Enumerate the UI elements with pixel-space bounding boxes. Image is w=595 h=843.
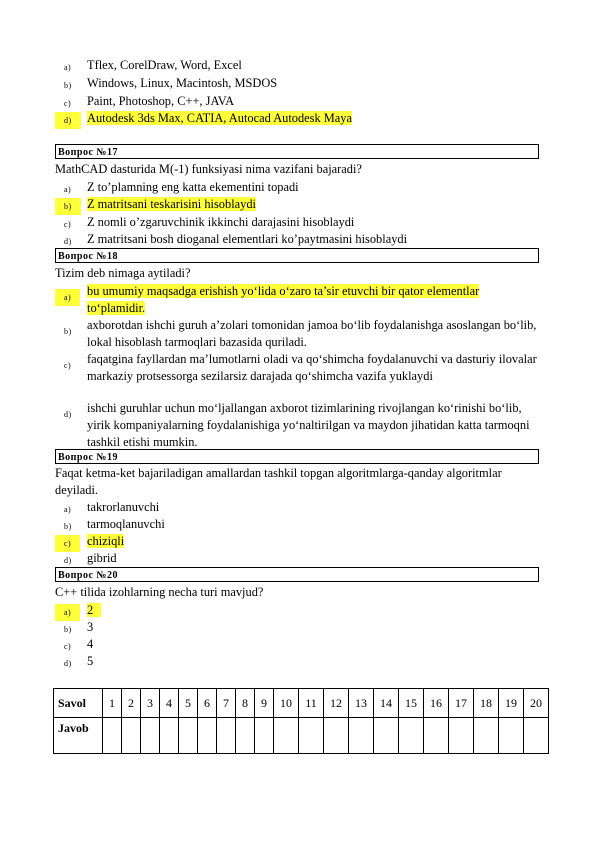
option	[55, 516, 540, 533]
question-number-cell: 15	[399, 689, 424, 718]
option-text: Windows, Linux, Macintosh, MSDOS	[87, 76, 278, 90]
option	[55, 231, 540, 248]
question-number-cell: 18	[474, 689, 499, 718]
option-letter: b)	[55, 198, 81, 215]
option-letter: a)	[64, 185, 72, 194]
question-text: MathCAD dasturida M(-1) funksiyasi nima vazifani bajaradi?	[55, 162, 362, 176]
option-highlighted	[55, 110, 540, 127]
option-text: takrorlanuvchi	[87, 500, 160, 514]
question-header: Вопрос №18	[55, 248, 539, 263]
answer-cell[interactable]	[424, 718, 449, 754]
option	[55, 550, 540, 567]
option-text: Paint, Photoshop, C++, JAVA	[87, 94, 235, 108]
option-text: chiziqli	[87, 534, 125, 548]
question-number-cell: 9	[255, 689, 274, 718]
answer-cell[interactable]	[349, 718, 374, 754]
question-number-cell: 14	[374, 689, 399, 718]
option-highlighted	[55, 283, 540, 317]
option-text: axborotdan ishchi guruh a’zolari tomonidan jamoa bo‘lib foydalanishga asoslangan bo‘lib, lokal hisoblash tarmoqlari bazasida quriladi.	[87, 318, 537, 349]
question-number-cell: 10	[274, 689, 299, 718]
question-header: Вопрос №19	[55, 449, 539, 464]
option-letter: d)	[64, 237, 72, 246]
option-letter: d)	[64, 410, 72, 419]
answer-cell[interactable]	[524, 718, 549, 754]
answer-cell[interactable]	[399, 718, 424, 754]
answer-cell[interactable]	[198, 718, 217, 754]
option-text: 2	[87, 603, 101, 617]
option	[55, 93, 540, 110]
option-text: 3	[87, 620, 94, 634]
option-text: bu umumiy maqsadga erishish yo‘lida o‘zaro ta’sir etuvchi bir qator elementlar to‘plamidir.	[87, 284, 480, 315]
question-text: C++ tilida izohlarning necha turi mavjud?	[55, 585, 264, 599]
option	[55, 75, 540, 92]
answer-row	[54, 718, 549, 754]
option-letter: c)	[55, 535, 80, 552]
answer-cell[interactable]	[179, 718, 198, 754]
option-letter: c)	[64, 642, 72, 651]
question-text: Tizim deb nimaga aytiladi?	[55, 266, 191, 280]
option-letter: d)	[64, 659, 72, 668]
question-number-cell: 11	[299, 689, 324, 718]
question-number-cell: 7	[217, 689, 236, 718]
option-letter: b)	[64, 522, 72, 531]
question-number-cell: 13	[349, 689, 374, 718]
answer-cell[interactable]	[236, 718, 255, 754]
option-text: Z matritsani bosh dioganal elementlari ko’paytmasini hisoblaydi	[87, 232, 408, 246]
answer-cell[interactable]	[217, 718, 236, 754]
answer-cell[interactable]	[122, 718, 141, 754]
question-number-row	[54, 689, 549, 718]
option-text: tarmoqlanuvchi	[87, 517, 165, 531]
answer-cell[interactable]	[474, 718, 499, 754]
answer-cell[interactable]	[324, 718, 349, 754]
question-number-cell: 8	[236, 689, 255, 718]
question-header: Вопрос №20	[55, 567, 539, 582]
option	[55, 653, 540, 670]
question-number-cell: 2	[122, 689, 141, 718]
option-text: ishchi guruhlar uchun mo‘ljallangan axborot tizimlarining rivojlangan ko‘rinishi bo‘lib, yirik kompaniyalarning foydalanishiga yo‘naltirilgan va maydon jihatidan katta tarmoqni tashkil etishi mumkin.	[87, 401, 530, 449]
option-highlighted	[55, 602, 540, 619]
option-text: Autodesk 3ds Max, CATIA, Autocad Autodesk Maya	[87, 111, 352, 125]
option	[55, 636, 540, 653]
answer-cell[interactable]	[255, 718, 274, 754]
option	[55, 351, 540, 402]
option-text: Z to’plamning eng katta ekementini topadi	[87, 180, 299, 194]
option	[55, 317, 540, 351]
option-letter: c)	[64, 220, 72, 229]
option	[55, 57, 540, 74]
question-number-cell: 17	[449, 689, 474, 718]
option-letter: a)	[64, 505, 72, 514]
question-number-cell: 6	[198, 689, 217, 718]
option-text: gibrid	[87, 551, 117, 565]
answer-table	[53, 688, 549, 754]
question-text: Faqat ketma-ket bajariladigan amallardan tashkil topgan algoritmlarga-qanday algoritmlar deyiladi.	[55, 466, 502, 497]
answer-cell[interactable]	[141, 718, 160, 754]
question-header: Вопрос №17	[55, 144, 539, 159]
question-number-cell: 16	[424, 689, 449, 718]
option-highlighted	[55, 533, 540, 550]
question-number-cell: 19	[499, 689, 524, 718]
option	[55, 179, 540, 196]
option-letter: b)	[64, 327, 72, 336]
option	[55, 499, 540, 516]
option-highlighted	[55, 196, 540, 213]
option-letter: d)	[64, 556, 72, 565]
option	[55, 400, 540, 451]
option-text: Z nomli o’zgaruvchinik ikkinchi darajasini hisoblaydi	[87, 215, 355, 229]
option-letter: a)	[55, 289, 80, 306]
option-letter: b)	[64, 81, 72, 90]
option-letter: b)	[64, 625, 72, 634]
option-letter: d)	[55, 112, 81, 129]
answer-cell[interactable]	[299, 718, 324, 754]
option-letter: c)	[64, 99, 72, 108]
option-text: Tflex, CorelDraw, Word, Excel	[87, 58, 242, 72]
question-number-cell: 1	[103, 689, 122, 718]
question-number-cell: 5	[179, 689, 198, 718]
answer-cell[interactable]	[449, 718, 474, 754]
answer-cell[interactable]	[499, 718, 524, 754]
option-text: Z matritsani teskarisini hisoblaydi	[87, 197, 256, 211]
answer-cell[interactable]	[160, 718, 179, 754]
option-text: 5	[87, 654, 94, 668]
answer-cell[interactable]	[103, 718, 122, 754]
question-number-cell: 4	[160, 689, 179, 718]
question-number-cell: 12	[324, 689, 349, 718]
question-number-cell: 20	[524, 689, 549, 718]
option-text: faqatgina fayllardan ma’lumotlarni oladi va qo‘shimcha foydalanuvchi va dasturiy ilovalar markaziy protsessorga sezilarsiz darajada qo‘shimcha vazifa yuklaydi	[87, 352, 537, 383]
option	[55, 214, 540, 231]
option-text: 4	[87, 637, 94, 651]
row-label-savol: Savol	[54, 689, 103, 718]
option	[55, 619, 540, 636]
answer-cell[interactable]	[374, 718, 399, 754]
question-number-cell: 3	[141, 689, 160, 718]
option-letter: c)	[64, 361, 72, 370]
row-label-javob: Javob	[54, 718, 103, 754]
option-letter: a)	[55, 604, 80, 621]
answer-cell[interactable]	[274, 718, 299, 754]
option-letter: a)	[64, 63, 72, 72]
